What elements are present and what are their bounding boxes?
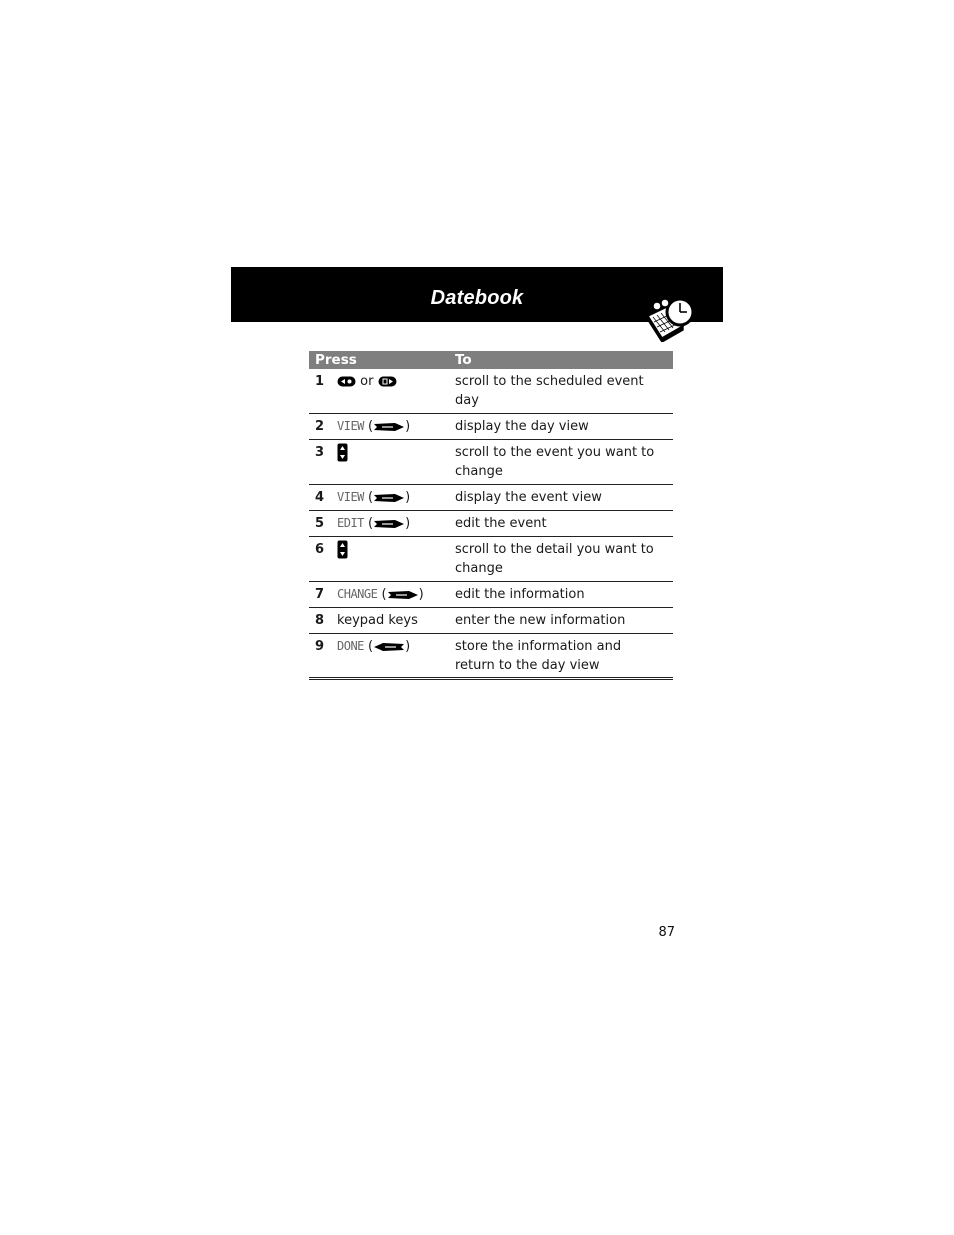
softkey-label: VIEW — [337, 490, 364, 504]
softkey-label: DONE — [337, 639, 364, 653]
table-row — [309, 485, 673, 511]
step-description: enter the new information — [455, 608, 673, 634]
step-press — [337, 537, 455, 582]
step-number: 9 — [309, 634, 337, 679]
chapter-title: Datebook — [430, 287, 524, 309]
step-number: 6 — [309, 537, 337, 582]
page-number: 87 — [658, 925, 675, 940]
star-left-key-icon — [337, 376, 356, 387]
table-row — [309, 440, 673, 485]
table-row — [309, 634, 673, 679]
step-press: DONE ( ) — [337, 634, 455, 679]
step-description: scroll to the scheduled event day — [455, 369, 673, 414]
up-down-scroll-key-icon — [337, 443, 348, 462]
step-number: 5 — [309, 511, 337, 537]
softkey-label: EDIT — [337, 516, 364, 530]
right-soft-key-icon — [373, 422, 405, 432]
step-number: 2 — [309, 414, 337, 440]
up-down-scroll-key-icon — [337, 540, 348, 559]
step-press — [337, 369, 455, 414]
left-soft-key-icon — [373, 642, 405, 652]
or-word: or — [360, 374, 374, 389]
step-press — [337, 440, 455, 485]
step-number: 7 — [309, 582, 337, 608]
right-soft-key-icon — [373, 493, 405, 503]
step-description: scroll to the event you want to change — [455, 440, 673, 485]
table-header-row — [309, 351, 673, 369]
table-row — [309, 369, 673, 414]
table-row — [309, 511, 673, 537]
softkey-label: VIEW — [337, 419, 364, 433]
table-row — [309, 582, 673, 608]
step-description: store the information and return to the day view — [455, 634, 673, 679]
step-description: scroll to the detail you want to change — [455, 537, 673, 582]
step-press: keypad keys — [337, 608, 455, 634]
instruction-table — [309, 351, 673, 680]
step-press: CHANGE ( ) — [337, 582, 455, 608]
datebook-calendar-clock-icon — [645, 292, 697, 342]
step-number: 1 — [309, 369, 337, 414]
table-row — [309, 414, 673, 440]
table-row — [309, 537, 673, 582]
step-number: 3 — [309, 440, 337, 485]
right-soft-key-icon — [387, 590, 419, 600]
step-press: VIEW ( ) — [337, 485, 455, 511]
step-press: VIEW ( ) — [337, 414, 455, 440]
column-header-to: To — [455, 351, 673, 369]
column-header-press: Press — [309, 351, 455, 369]
step-description: edit the information — [455, 582, 673, 608]
step-number: 4 — [309, 485, 337, 511]
step-description: display the day view — [455, 414, 673, 440]
step-description: display the event view — [455, 485, 673, 511]
step-number: 8 — [309, 608, 337, 634]
pound-right-key-icon — [378, 376, 397, 387]
step-press: EDIT ( ) — [337, 511, 455, 537]
right-soft-key-icon — [373, 519, 405, 529]
step-description: edit the event — [455, 511, 673, 537]
table-row — [309, 608, 673, 634]
softkey-label: CHANGE — [337, 587, 378, 601]
